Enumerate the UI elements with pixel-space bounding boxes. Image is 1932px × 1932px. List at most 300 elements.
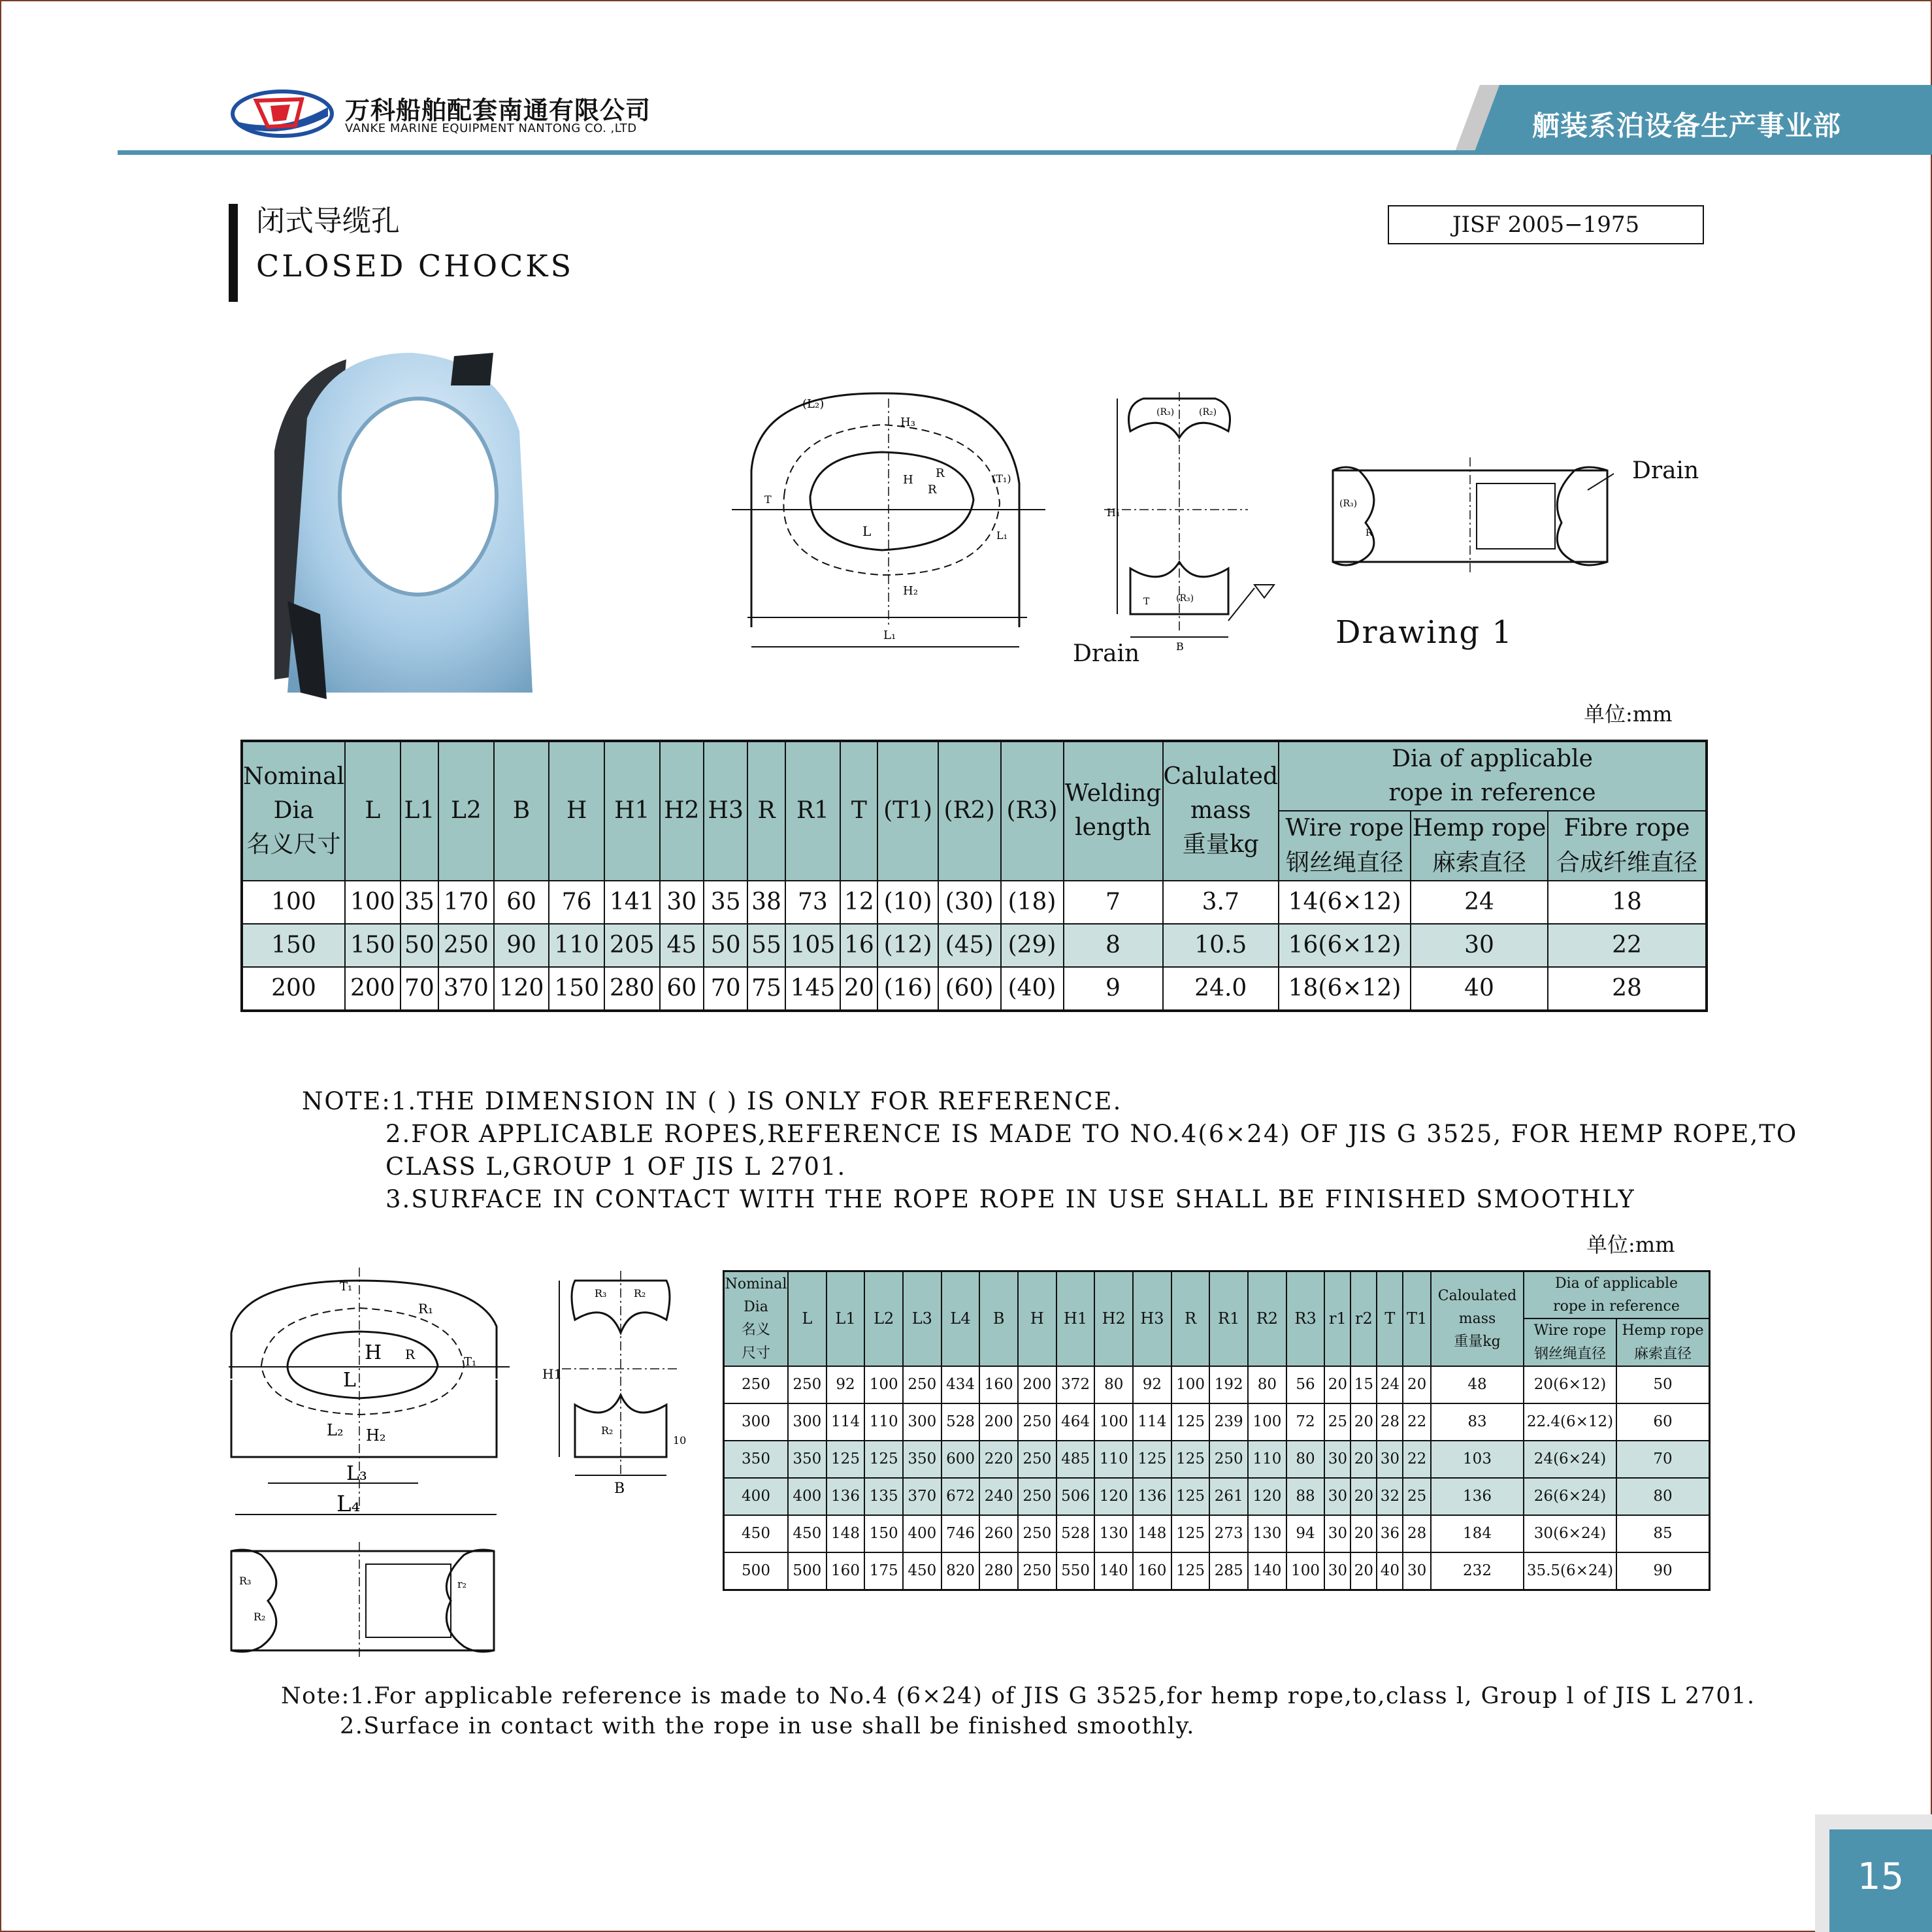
svg-text:H: H	[365, 1341, 382, 1364]
table-cell: 75	[747, 967, 785, 1011]
table-cell: 35.5(6×24)	[1524, 1552, 1616, 1590]
page-number: 15	[1857, 1856, 1905, 1898]
table2-header-col: L	[788, 1271, 827, 1366]
table-cell: 30	[1403, 1552, 1431, 1590]
svg-text:H₃: H₃	[900, 416, 915, 429]
table-cell: 506	[1056, 1478, 1095, 1515]
table-cell: (45)	[938, 924, 1001, 967]
table2-header-col: R2	[1248, 1271, 1286, 1366]
table-cell: 110	[549, 924, 604, 967]
table-cell: 25	[1403, 1478, 1431, 1515]
table-cell: 250	[1018, 1478, 1056, 1515]
table-cell: 20(6×12)	[1524, 1366, 1616, 1403]
table-cell: 550	[1056, 1552, 1095, 1590]
table-cell: 160	[827, 1552, 865, 1590]
table-row	[724, 1366, 1710, 1403]
drain-label-2: Drain	[1632, 457, 1699, 484]
table-cell: 20	[1403, 1366, 1431, 1403]
drawing1-front-view	[732, 379, 1058, 666]
table2-header-col: T1	[1403, 1271, 1431, 1366]
table-cell: 600	[941, 1441, 980, 1478]
table1-header-mass: Calulated mass 重量kg	[1163, 741, 1279, 881]
title-cn: 闭式导缆孔	[256, 205, 400, 238]
table-cell: 100	[1171, 1366, 1210, 1403]
table-cell: 30	[1324, 1515, 1351, 1552]
table2-header-col: B	[979, 1271, 1018, 1366]
table-cell: 26(6×24)	[1524, 1478, 1616, 1515]
table-cell: 20	[1351, 1441, 1377, 1478]
table-cell: 30	[1377, 1441, 1403, 1478]
table-cell: 250	[903, 1366, 941, 1403]
svg-text:L₂: L₂	[327, 1421, 344, 1439]
svg-text:L: L	[343, 1369, 356, 1392]
table-cell: 232	[1431, 1552, 1524, 1590]
table2-header-col: r2	[1351, 1271, 1377, 1366]
standard-label: JISF 2005−1975	[1388, 205, 1704, 244]
table-cell: 88	[1286, 1478, 1325, 1515]
table1-closed-chocks	[240, 740, 1708, 1012]
svg-text:R₁: R₁	[418, 1301, 434, 1317]
table-cell: 60	[494, 881, 549, 924]
svg-text:B: B	[1176, 640, 1184, 653]
table-cell: 450	[724, 1515, 789, 1552]
table-cell: 100	[864, 1366, 903, 1403]
note1-line2: 2.FOR APPLICABLE ROPES,REFERENCE IS MADE TO NO.4(6×24) OF JIS G 3525, FOR HEMP ROPE,TO	[385, 1120, 1798, 1148]
department-name: 舾装系泊设备生产事业部	[1532, 110, 1842, 142]
table-cell: 280	[979, 1552, 1018, 1590]
table-cell: 135	[864, 1478, 903, 1515]
table-cell: 200	[345, 967, 401, 1011]
table-cell: 250	[1018, 1552, 1056, 1590]
table-cell: 30	[1324, 1552, 1351, 1590]
table-cell: 20	[1351, 1515, 1377, 1552]
table-cell: 28	[1548, 967, 1707, 1011]
table-cell: 80	[1248, 1366, 1286, 1403]
table-cell: 110	[1248, 1441, 1286, 1478]
table-cell: 141	[604, 881, 660, 924]
table2-header-col: T	[1377, 1271, 1403, 1366]
table1-header-col: H1	[604, 741, 660, 881]
svg-text:(R₂): (R₂)	[1199, 407, 1217, 418]
table-cell: 285	[1209, 1552, 1248, 1590]
svg-text:T: T	[764, 493, 772, 506]
table-cell: 170	[438, 881, 494, 924]
table-cell: 38	[747, 881, 785, 924]
table-cell: 120	[1094, 1478, 1133, 1515]
svg-text:(R₃): (R₃)	[1176, 593, 1194, 604]
table-cell: 140	[1248, 1552, 1286, 1590]
table1-header-welding: Welding length	[1064, 741, 1163, 881]
note2-line2: 2.Surface in contact with the rope in use shall be finished smoothly.	[340, 1713, 1195, 1739]
table1-header-col: (T1)	[877, 741, 938, 881]
table-cell: 120	[1248, 1478, 1286, 1515]
table-cell: 80	[1616, 1478, 1710, 1515]
table-cell: 80	[1094, 1366, 1133, 1403]
table-cell: 192	[1209, 1366, 1248, 1403]
table1-header-col: H2	[660, 741, 704, 881]
table-cell: 30	[1411, 924, 1548, 967]
table-cell: 280	[604, 967, 660, 1011]
table-cell: 24	[1411, 881, 1548, 924]
table-cell: 72	[1286, 1403, 1325, 1441]
svg-text:L: L	[862, 523, 872, 539]
table-cell: 125	[1171, 1441, 1210, 1478]
table-cell: 145	[785, 967, 841, 1011]
table1-header-col: H3	[704, 741, 747, 881]
table-cell: 125	[827, 1441, 865, 1478]
table2-header-wire: Wire rope 钢丝绳直径	[1524, 1318, 1616, 1366]
table-cell: 350	[788, 1441, 827, 1478]
table-row	[724, 1478, 1710, 1515]
table-cell: 18	[1548, 881, 1707, 924]
table-cell: 60	[1616, 1403, 1710, 1441]
table-cell: 136	[827, 1478, 865, 1515]
table-cell: 240	[979, 1478, 1018, 1515]
title-bar	[229, 204, 238, 302]
table-row	[724, 1403, 1710, 1441]
table-cell: 30(6×24)	[1524, 1515, 1616, 1552]
company-logo	[230, 88, 335, 140]
table-cell: 672	[941, 1478, 980, 1515]
unit-label-1: 单位:mm	[1584, 702, 1673, 727]
table1-header-col: L2	[438, 741, 494, 881]
drawing2-side-view	[536, 1268, 712, 1503]
table-cell: 125	[1171, 1403, 1210, 1441]
table-cell: 22	[1403, 1403, 1431, 1441]
table-cell: 148	[1133, 1515, 1171, 1552]
table-cell: 70	[1616, 1441, 1710, 1478]
table1-header-col: H	[549, 741, 604, 881]
table2-header-col: H3	[1133, 1271, 1171, 1366]
table-cell: 150	[242, 924, 345, 967]
table-cell: 92	[827, 1366, 865, 1403]
table-cell: 50	[704, 924, 747, 967]
svg-text:R₂: R₂	[634, 1287, 646, 1300]
table1-header-col: (R2)	[938, 741, 1001, 881]
table-cell: 140	[1094, 1552, 1133, 1590]
svg-text:L₄: L₄	[336, 1491, 361, 1517]
drawing2-top-view	[222, 1542, 503, 1660]
table-cell: 50	[401, 924, 438, 967]
table-cell: 160	[1133, 1552, 1171, 1590]
svg-text:R₂: R₂	[601, 1424, 614, 1437]
table-cell: 110	[1094, 1441, 1133, 1478]
table1-header-col: L	[345, 741, 401, 881]
table-cell: 73	[785, 881, 841, 924]
table-cell: 100	[345, 881, 401, 924]
table2-header-col: L4	[941, 1271, 980, 1366]
table-cell: 239	[1209, 1403, 1248, 1441]
table-cell: 30	[660, 881, 704, 924]
table-cell: 175	[864, 1552, 903, 1590]
table-cell: 30	[1324, 1441, 1351, 1478]
table-cell: 250	[1018, 1441, 1056, 1478]
table-cell: 250	[1209, 1441, 1248, 1478]
table-cell: 80	[1286, 1441, 1325, 1478]
table-cell: 150	[549, 967, 604, 1011]
table-row	[242, 967, 1707, 1011]
table-cell: 22	[1403, 1441, 1431, 1478]
table-cell: 24(6×24)	[1524, 1441, 1616, 1478]
table-cell: 35	[704, 881, 747, 924]
drawing1-side-view	[1065, 385, 1281, 673]
table-cell: 76	[549, 881, 604, 924]
table-cell: 400	[788, 1478, 827, 1515]
table-row	[724, 1515, 1710, 1552]
svg-text:R₃: R₃	[239, 1575, 252, 1587]
table1-header-wire: Wire rope 钢丝绳直径	[1279, 811, 1411, 880]
table2-header-col: R3	[1286, 1271, 1325, 1366]
table-cell: 500	[788, 1552, 827, 1590]
table-cell: 83	[1431, 1403, 1524, 1441]
svg-text:r₂: r₂	[457, 1578, 467, 1590]
table-cell: 250	[1018, 1515, 1056, 1552]
table2-header-col: L1	[827, 1271, 865, 1366]
table-cell: 125	[1133, 1441, 1171, 1478]
table-cell: 16(6×12)	[1279, 924, 1411, 967]
table-cell: 85	[1616, 1515, 1710, 1552]
header-rule	[118, 150, 1932, 155]
table-cell: 70	[401, 967, 438, 1011]
table-cell: 125	[1171, 1478, 1210, 1515]
table-cell: 40	[1411, 967, 1548, 1011]
svg-text:H1: H1	[542, 1366, 563, 1382]
table2-header-col: R1	[1209, 1271, 1248, 1366]
table-cell: 400	[903, 1515, 941, 1552]
table-cell: 250	[1018, 1403, 1056, 1441]
table-cell: 22.4(6×12)	[1524, 1403, 1616, 1441]
table-cell: 114	[827, 1403, 865, 1441]
table-cell: (10)	[877, 881, 938, 924]
svg-text:T₁: T₁	[464, 1355, 477, 1369]
table-cell: 205	[604, 924, 660, 967]
table1-header-nominal: Nominal Dia 名义尺寸	[242, 741, 345, 881]
table-cell: 103	[1431, 1441, 1524, 1478]
drawing1-label: Drawing 1	[1335, 614, 1513, 651]
table1-header-col: B	[494, 741, 549, 881]
svg-text:R: R	[1366, 528, 1373, 538]
table-cell: 15	[1351, 1366, 1377, 1403]
table-cell: 105	[785, 924, 841, 967]
table-cell: 350	[903, 1441, 941, 1478]
table-cell: 528	[1056, 1515, 1095, 1552]
svg-text:(T₁): (T₁)	[992, 472, 1011, 485]
table-cell: 20	[1351, 1552, 1377, 1590]
note1-line1: NOTE:1.THE DIMENSION IN ( ) IS ONLY FOR REFERENCE.	[302, 1087, 1122, 1115]
table-cell: 94	[1286, 1515, 1325, 1552]
table-cell: 32	[1377, 1478, 1403, 1515]
table-cell: 14(6×12)	[1279, 881, 1411, 924]
note1-line4: 3.SURFACE IN CONTACT WITH THE ROPE ROPE IN USE SHALL BE FINISHED SMOOTHLY	[385, 1185, 1635, 1213]
table-cell: 125	[1171, 1552, 1210, 1590]
table1-header-col: (R3)	[1001, 741, 1064, 881]
table-cell: 10.5	[1163, 924, 1279, 967]
table1-header-col: R	[747, 741, 785, 881]
svg-text:T: T	[1143, 597, 1150, 607]
note2-line1: Note:1.For applicable reference is made to No.4 (6×24) of JIS G 3525,for hemp rope,to,class l, Group l of JIS L 2701.	[281, 1683, 1756, 1709]
table-cell: 40	[1377, 1552, 1403, 1590]
table-cell: (60)	[938, 967, 1001, 1011]
svg-text:H₂: H₂	[366, 1426, 386, 1445]
table-cell: 56	[1286, 1366, 1325, 1403]
table-cell: 200	[242, 967, 345, 1011]
table-cell: 90	[494, 924, 549, 967]
svg-text:L₁: L₁	[996, 529, 1008, 542]
table-cell: 125	[864, 1441, 903, 1478]
product-photo	[261, 340, 542, 719]
table-cell: 250	[438, 924, 494, 967]
drawing2-front-view	[222, 1261, 523, 1535]
table-cell: 130	[1094, 1515, 1133, 1552]
table-cell: 300	[724, 1403, 789, 1441]
table-cell: 150	[864, 1515, 903, 1552]
svg-text:H: H	[903, 473, 913, 487]
table-cell: 20	[1351, 1403, 1377, 1441]
table1-header-col: R1	[785, 741, 841, 881]
table-cell: 30	[1324, 1478, 1351, 1515]
table2-header-nominal: Nominal Dia 名义 尺寸	[724, 1271, 789, 1366]
svg-text:H₂: H₂	[903, 584, 918, 598]
svg-text:R: R	[928, 483, 937, 497]
table-cell: 22	[1548, 924, 1707, 967]
table-cell: 261	[1209, 1478, 1248, 1515]
table-cell: 450	[903, 1552, 941, 1590]
svg-text:B: B	[614, 1481, 625, 1497]
table-cell: 200	[1018, 1366, 1056, 1403]
table-cell: 136	[1431, 1478, 1524, 1515]
table2-header-mass: Caloulated mass 重量kg	[1431, 1271, 1524, 1366]
svg-text:H₁: H₁	[1107, 506, 1121, 519]
table-cell: 25	[1324, 1403, 1351, 1441]
table1-header-hemp: Hemp rope 麻索直径	[1411, 811, 1548, 880]
table-cell: (40)	[1001, 967, 1064, 1011]
table-cell: 35	[401, 881, 438, 924]
table-cell: 464	[1056, 1403, 1095, 1441]
table2-header-col: R	[1171, 1271, 1210, 1366]
table-cell: 200	[979, 1403, 1018, 1441]
table-cell: 7	[1064, 881, 1163, 924]
table-cell: 350	[724, 1441, 789, 1478]
table-cell: 820	[941, 1552, 980, 1590]
table-cell: (18)	[1001, 881, 1064, 924]
table-cell: (30)	[938, 881, 1001, 924]
table-cell: 45	[660, 924, 704, 967]
table-cell: 28	[1377, 1403, 1403, 1441]
unit-label-2: 单位:mm	[1586, 1232, 1675, 1257]
table2-header-dia-group: Dia of applicable rope in reference	[1524, 1271, 1710, 1319]
table-cell: 160	[979, 1366, 1018, 1403]
table-cell: 370	[438, 967, 494, 1011]
table-cell: 136	[1133, 1478, 1171, 1515]
table-cell: 36	[1377, 1515, 1403, 1552]
table-cell: 400	[724, 1478, 789, 1515]
table-cell: 485	[1056, 1441, 1095, 1478]
table-row	[724, 1441, 1710, 1478]
svg-text:R: R	[405, 1347, 416, 1362]
table-cell: 300	[788, 1403, 827, 1441]
table-row	[242, 881, 1707, 924]
table-cell: 150	[345, 924, 401, 967]
table-cell: 450	[788, 1515, 827, 1552]
table-cell: 500	[724, 1552, 789, 1590]
table-cell: 20	[1324, 1366, 1351, 1403]
note1-line3: CLASS L,GROUP 1 OF JIS L 2701.	[385, 1153, 847, 1181]
table-cell: 20	[840, 967, 877, 1011]
table-cell: 18(6×12)	[1279, 967, 1411, 1011]
svg-text:L₁: L₁	[883, 629, 896, 642]
table-cell: 250	[724, 1366, 789, 1403]
table-cell: 148	[827, 1515, 865, 1552]
table-cell: 3.7	[1163, 881, 1279, 924]
table-cell: 300	[903, 1403, 941, 1441]
table-cell: (29)	[1001, 924, 1064, 967]
table-cell: 250	[788, 1366, 827, 1403]
table2-header-col: L3	[903, 1271, 941, 1366]
table1-header-col: T	[840, 741, 877, 881]
table-row	[724, 1552, 1710, 1590]
table-cell: 746	[941, 1515, 980, 1552]
table2-header-col: H2	[1094, 1271, 1133, 1366]
table2-closed-chocks	[723, 1270, 1711, 1591]
svg-text:R₂: R₂	[254, 1611, 266, 1623]
table-cell: 55	[747, 924, 785, 967]
table-cell: 100	[242, 881, 345, 924]
table-cell: (16)	[877, 967, 938, 1011]
table1-header-fibre: Fibre rope 合成纤维直径	[1548, 811, 1707, 880]
table2-header-col: H1	[1056, 1271, 1095, 1366]
table-cell: 92	[1133, 1366, 1171, 1403]
svg-text:R: R	[936, 467, 945, 480]
table-cell: 20	[1351, 1478, 1377, 1515]
svg-text:L₃: L₃	[346, 1462, 367, 1485]
table-cell: 434	[941, 1366, 980, 1403]
table-cell: 100	[1094, 1403, 1133, 1441]
title-en: CLOSED CHOCKS	[256, 248, 574, 284]
table-cell: 220	[979, 1441, 1018, 1478]
table-cell: 110	[864, 1403, 903, 1441]
table-row	[242, 924, 1707, 967]
table-cell: 48	[1431, 1366, 1524, 1403]
svg-text:(L₂): (L₂)	[802, 397, 825, 411]
table-cell: 273	[1209, 1515, 1248, 1552]
svg-text:10: 10	[673, 1434, 687, 1447]
company-name-cn: 万科船舶配套南通有限公司	[345, 96, 651, 125]
svg-text:(R₃): (R₃)	[1156, 407, 1175, 418]
table-cell: 130	[1248, 1515, 1286, 1552]
table-cell: 24.0	[1163, 967, 1279, 1011]
table-cell: 114	[1133, 1403, 1171, 1441]
table-cell: 12	[840, 881, 877, 924]
table-cell: 260	[979, 1515, 1018, 1552]
table2-header-hemp: Hemp rope 麻索直径	[1616, 1318, 1710, 1366]
table-cell: 100	[1286, 1552, 1325, 1590]
table-cell: 28	[1403, 1515, 1431, 1552]
table2-header-col: r1	[1324, 1271, 1351, 1366]
table2-header-col: H	[1018, 1271, 1056, 1366]
table-cell: 125	[1171, 1515, 1210, 1552]
company-name-en: VANKE MARINE EQUIPMENT NANTONG CO. ,LTD	[345, 122, 637, 135]
table1-header-col: L1	[401, 741, 438, 881]
table-cell: (12)	[877, 924, 938, 967]
table-cell: 100	[1248, 1403, 1286, 1441]
table-cell: 70	[704, 967, 747, 1011]
table-cell: 120	[494, 967, 549, 1011]
table-cell: 90	[1616, 1552, 1710, 1590]
table-cell: 24	[1377, 1366, 1403, 1403]
svg-text:(R₃): (R₃)	[1339, 499, 1358, 509]
table-cell: 184	[1431, 1515, 1524, 1552]
table-cell: 370	[903, 1478, 941, 1515]
